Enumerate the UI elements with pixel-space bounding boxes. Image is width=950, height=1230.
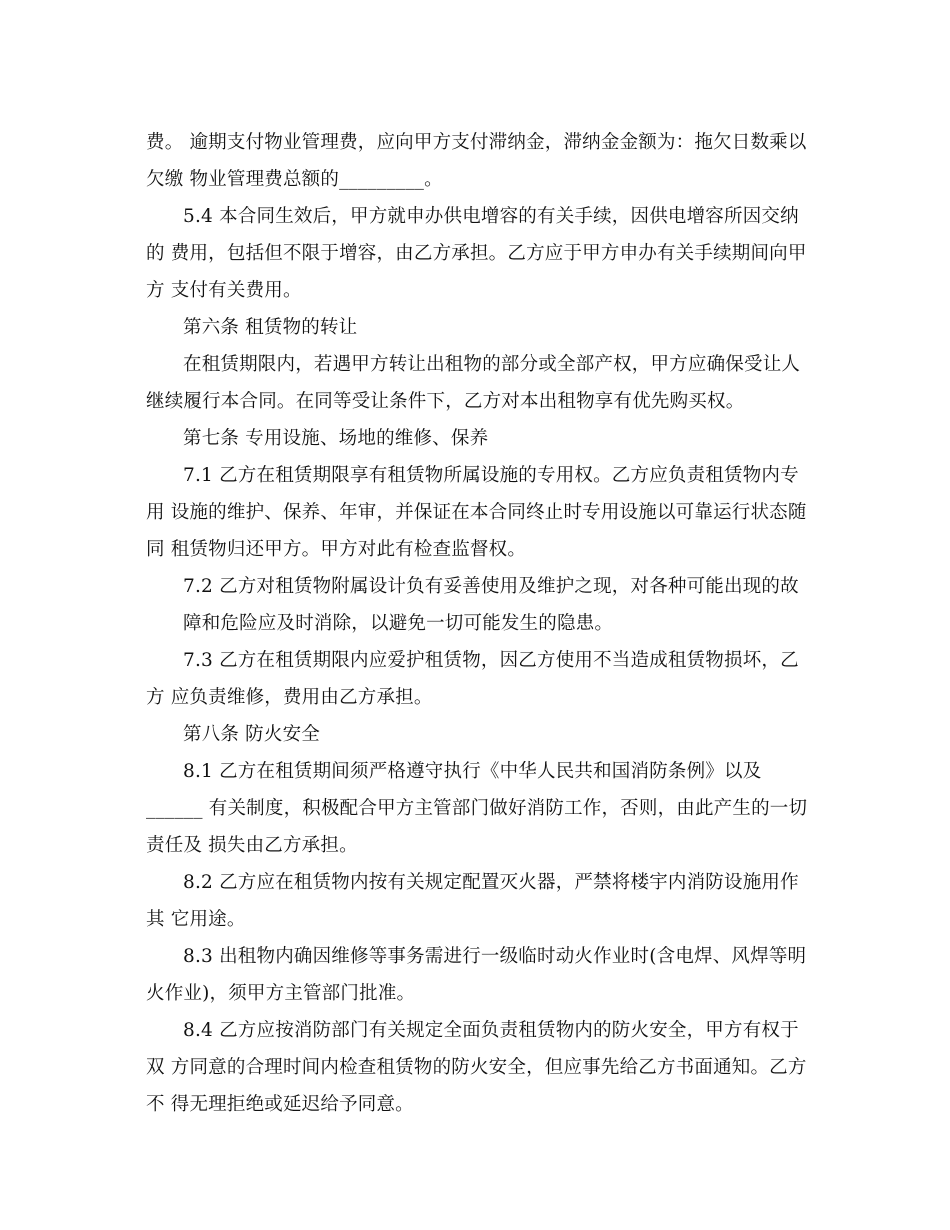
text-line: 火作业)，须甲方主管部门批准。 xyxy=(146,983,416,1004)
text-line: 用 设施的维护、保养、年审，并保证在本合同终止时专用设施以可靠运行状态随 xyxy=(146,502,807,523)
text-line: 8.2 乙方应在租赁物内按有关规定配置灭火器，严禁将楼宇内消防设施用作 xyxy=(183,872,799,893)
text-line: 5.4 本合同生效后，甲方就申办供电增容的有关手续，因供电增容所因交纳 xyxy=(183,206,799,227)
text-line: 8.1 乙方在租赁期间须严格遵守执行《中华人民共和国消防条例》以及 xyxy=(183,761,762,782)
text-line: 双 方同意的合理时间内检查租赁物的防火安全，但应事先给乙方书面通知。乙方 xyxy=(146,1057,807,1078)
text-line: 欠缴 物业管理费总额的_________。 xyxy=(146,169,443,190)
text-line: 其 它用途。 xyxy=(146,909,246,930)
text-line: 不 得无理拒绝或延迟给予同意。 xyxy=(146,1094,414,1115)
text-line: 责任及 损失由乙方承担。 xyxy=(146,835,358,856)
text-line: 8.4 乙方应按消防部门有关规定全面负责租赁物内的防火安全，甲方有权于 xyxy=(183,1020,799,1041)
text-line: 在租赁期限内，若遇甲方转让出租物的部分或全部产权，甲方应确保受让人 xyxy=(183,354,801,375)
section-heading: 第八条 防火安全 xyxy=(183,724,320,745)
text-line: 方 支付有关费用。 xyxy=(146,280,302,301)
text-line: 障和危险应及时消除，以避免一切可能发生的隐患。 xyxy=(183,613,614,634)
text-line: 费。 逾期支付物业管理费，应向甲方支付滞纳金，滞纳金金额为：拖欠日数乘以 xyxy=(146,132,807,153)
text-line: 7.1 乙方在租赁期限享有租赁物所属设施的专用权。乙方应负责租赁物内专 xyxy=(183,465,799,486)
section-heading: 第七条 专用设施、场地的维修、保养 xyxy=(183,428,489,449)
text-line: 7.2 乙方对租赁物附属设计负有妥善使用及维护之现，对各种可能出现的故 xyxy=(183,576,799,597)
section-heading: 第六条 租赁物的转让 xyxy=(183,317,358,338)
text-line: 继续履行本合同。在同等受让条件下，乙方对本出租物享有优先购买权。 xyxy=(146,391,745,412)
text-line: ______ 有关制度，积极配合甲方主管部门做好消防工作，否则，由此产生的一切 xyxy=(146,798,808,819)
text-line: 8.3 出租物内确因维修等事务需进行一级临时动火作业时(含电焊、风焊等明 xyxy=(183,946,807,967)
text-line: 方 应负责维修，费用由乙方承担。 xyxy=(146,687,433,708)
text-line: 同 租赁物归还甲方。甲方对此有检查监督权。 xyxy=(146,539,527,560)
text-line: 7.3 乙方在租赁期限内应爱护租赁物，因乙方使用不当造成租赁物损坏，乙 xyxy=(183,650,799,671)
text-line: 的 费用，包括但不限于增容，由乙方承担。乙方应于甲方申办有关手续期间向甲 xyxy=(146,243,807,264)
